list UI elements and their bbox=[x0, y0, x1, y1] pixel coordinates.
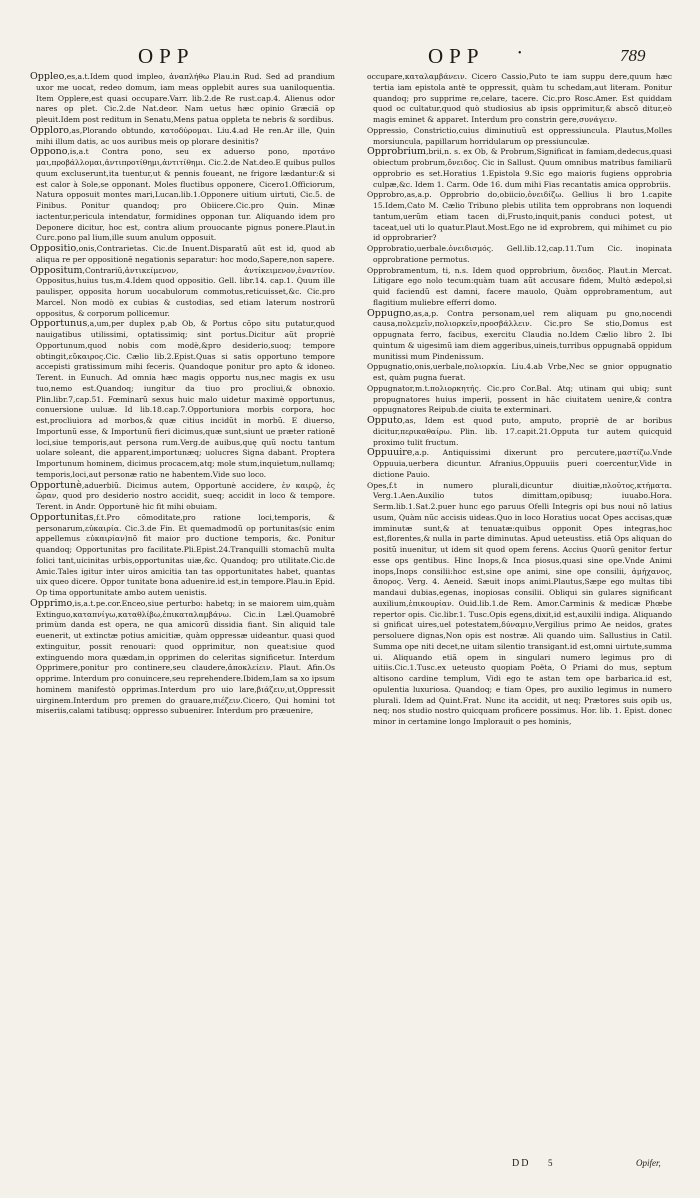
dictionary-entry bbox=[30, 126, 335, 148]
running-head bbox=[0, 44, 700, 74]
page-number: 789 bbox=[620, 46, 646, 65]
entry-text: ,brii,n. s. ex Ob, & Probrum,Significat in famiam,dedecus,quasi obiectum probrum,ὄνειδος. Cic in Sallust. Quum omnibus matribus familiarũ opprobrio es set.Horatius 1.Epistola 9.Sic ego maioris fugiens opprobria culpæ,&c. Idem 1. Carm. Ode 16. dum mihi Fias recantatis amica opprobriis. bbox=[373, 147, 672, 189]
entry-text: ,f.t.Pro cõmoditate,pro ratione loci,temporis, & personarum,εὐκαιρία. Cic.3.de Fin. Et quemadmodũ op portunitas(sic enim appellemus εὐκαιρίαν)nõ fit maior pro ductione temporis, &c. Ponitur quandoq; Opportunitas pro facilitate.Pli.Epist.24.Tranquilli stomachũ multa folici tant,uicinitas urbis,opportunitas uiæ,&c. Quandoq; pro utilitate.Cic.de Amic.Tales igitur inter uiros amicitia tan tas opportunitates habet, quantas uix queo dicere. Oppor tunitate bona aduenire.id est,in tempore.Plau.in Epid. Op tima opportunitate ambo autem uenistis. bbox=[36, 512, 335, 597]
entry-text: occupare,καταλαμβάνειν. Cicero Cassio,Puto te iam suppu dere,quum hæc tertia iam epistola antè te oppressit, quàm tu schedam,aut literam. Ponitur quandoq; pro supprime re,celare, tacere. Cic.pro Rosc.Amer. Est quiddam quod oc cultatur,quod quò studiosius ab ipsis opprimitur,& abscõ ditur,eò magis eminet & apparet. Interdum pro constrin gere,συνάγειν. bbox=[367, 72, 672, 124]
dictionary-entry bbox=[367, 244, 672, 266]
entry-headword: Opprimo bbox=[30, 597, 73, 609]
entry-text: ,onis,Contrarietas. Cic.de Inuent.Disparatũ aũt est id, quod ab aliqua re per oppositionē negationis separatur: hoc modo,Sapere,non sapere. bbox=[36, 244, 335, 264]
dictionary-entry bbox=[30, 513, 335, 599]
dictionary-entry bbox=[367, 147, 672, 190]
entry-headword: Oppugno bbox=[367, 307, 411, 319]
entry-text: ,is,a.t Contra pono, seu ex aduerso pono, προτάνο μαι,προβάλλομαι,ἀντιπροτίθημι,ἀντιτίθημι. Cic.2.de Nat.deo.E quibus pullos quum excluserunt,ita tuentur,ut & pennis foueant, ne frigore lædantur:& si est calor à Sole,se opponant. Moles fluctibus opponere, Cicero1.Officiorum, Natura opposuit montes mari,Lucan.lib.1.Opponere uitium uirtuti, Cic.5. de Finibus. Ponitur quandoq; pro Obiicere.Cic.pro Quin. Minæ iactentur,pericula intendatur, formidines opponan tur. Aliquando idem pro Deponere dicitur, hoc est, contra alium prouocante pignus ponere.Plaut.in Curc.pono pal lium,ille suum anulum opposuit. bbox=[36, 147, 335, 243]
dictionary-entry bbox=[367, 481, 672, 728]
entry-text: Oppressio, Constrictio,cuius diminutiuũ est oppressiuncula. Plautus,Molles morsiuncula, papillarum horridularum op pressiunculæ. bbox=[367, 125, 672, 146]
entry-text: ,a.p. Antiquissimi dixerunt pro percutere,μαστίζω.Vnde Oppuuia,uerbera dicuntur. Afranius,Oppuuiis pueri coercentur,Vide in dictione Pauio. bbox=[373, 448, 672, 479]
entry-headword: Opportunitas bbox=[30, 511, 94, 523]
entry-text: Opprobramentum, ti, n.s. Idem quod opprobrium, ὄνειδος. Plaut.in Mercat. Litigare ego nolo tecum:quàm tuam aũt accusare fidem, Multò ædepol,si quid faciendũ est damni, facere mauolo, Quàm opprobramentum, aut flagitium muliebre efferri domo. bbox=[367, 265, 672, 307]
catchword: Opifer, bbox=[636, 1158, 661, 1168]
left-column bbox=[30, 72, 335, 1162]
dictionary-entry bbox=[367, 126, 672, 148]
dictionary-entry bbox=[367, 384, 672, 416]
entry-text: ,as,Plorando obtundo, κατοδύρομαι. Liu.4.ad He ren.Ar ille, Quin mihi illum datis, ac uos auribus meis op plorare desinitis? bbox=[36, 125, 335, 146]
entry-headword: Oppositio bbox=[30, 243, 77, 254]
entry-text: ,as,a,p. Contra personam,uel rem aliquam pu gno,nocendi causa,πολεμεῖν,πολιορκεῖν,προσβάλλειν. Cic.pro Se stio,Domus est oppugnata ferro, facibus, exercitu Claudia no.Idem Cælio libro 2. Ibi quintum & uigesimũ iam diem aggeribus,uineis,turribus oppugnabã oppidum munitissi mum Pindenissum. bbox=[373, 308, 672, 361]
entry-headword: Opputo bbox=[367, 415, 403, 426]
entry-headword: Opportunè bbox=[30, 479, 82, 491]
dictionary-entry bbox=[30, 72, 335, 126]
entry-text: Opprobratio,uerbale.ὀνειδισμός. Gell.lib.12,cap.11.Tum Cic. inopinata opprobratione permotus. bbox=[367, 244, 672, 264]
entry-headword: Opprobrium bbox=[367, 146, 426, 158]
dictionary-entry bbox=[367, 72, 672, 126]
entry-text: Oppugnatio,onis,uerbale,πολιορκία. Liu.4.ab Vrbe,Nec se gnior oppugnatio est, quàm pugna fuerat. bbox=[367, 362, 672, 382]
dictionary-entry bbox=[30, 244, 335, 266]
dictionary-entry bbox=[30, 319, 335, 480]
entry-headword: Oppleo bbox=[30, 72, 65, 82]
running-head-dot: • bbox=[518, 48, 522, 59]
entry-text: ,es,a.t.Idem quod impleo, ἀναπλήθω Plau.in Rud. Sed ad prandium uxor me uocat, redeo domum, iam meas opplebit aures sua uaniloquentia. Item Opplere,est quasi occupare.Varr. lib.2.de Re rust.cap.4. Alienus odor nares op plet. Cic.2.de Nat.deor. Nam uetus hæc opinio Græciã op pleuit.Idem post reditum in Senatu,Mens patua oppleta te nebris & sordibus. bbox=[36, 72, 335, 124]
dictionary-entry bbox=[30, 147, 335, 244]
entry-text: ,is,a.t.pe.cor.Enceo,siue perturbo: habetq; in se maiorem uim,quàm Extinguo,καταπνίγω,καταθλίβω,ἐπικαταλαμβάνω. Cic.in Læl.Quamobrē primùm danda est opera, ne qua amicorũ dissidia fiant. Sin aliquid tale euenerit, ut extinctæ potius amicitiæ, quàm oppressæ uideantur. quasi quod extinguitur, possit renouari: quod opprimitur, non queat:siue quod extinguendo mora quædam,in opprimen do celeritas significetur. Interdum Opprimere,ponitur pro continere,seu claudere,ἀποκλείειν. Plaut. Afin.Os opprime. Interdum pro conuincere,seu reprehendere.Ibidem,Iam sa xo ipsum hominem manifestò opprimas.Interdum pro uio lare,βιάζειν,ut,Oppressit uirginem.Interdum pro premen do grauare,πιέζειν.Cicero, Qui homini tot miseriis,calami tatibusq; oppresso subuenirer. Interdum pro præuenire, bbox=[36, 598, 335, 716]
running-head-right: OPP bbox=[428, 44, 485, 68]
dictionary-entry bbox=[367, 309, 672, 363]
dictionary-entry bbox=[367, 362, 672, 384]
entry-text: ,a,um,per duplex p,ab Ob, & Portus cõpo situ putatur,quod nauigatibus utilissimi, optatissimiq; sint portus.Dicitur aũt propriè Opportunum,quod nobis com modè,&pro desiderio,suoq; tempore obtingit,εὔκαιρος.Cic. Cælio lib.2.Epist.Quas si satis opportuno tempore accepisti gratissimum mihi feceris. Quandoque ponitur pro apto & idoneo. Terent. in Eunuch. Ad omnia hæc magis opportu nus,nec magis ex usu tuo,nemo est.Quandoq; iungitur da tiuo pro procliui,& obnoxio. Plin.libr.7,cap.51. Fœminarũ sexus huic malo uidetur maximè opportunus, conuersione uuluæ. Id lib.18.cap.7.Opportuniora morbis corpora, hoc est,procliuiora ad morbos,& quæ citius incidũt in morbũ. E diuerso, Importunũ esse, & Importunũ fieri dicimus,quæ sunt,siunt ue præter rationē loci,siue temporis,aut persona rum.Verg.de auibus,quę quũ noctu tantum uolare soleant, die apparent,importunæq; uolucres Signa dabant. Proptera Importunum hominem, dicimus procacem,atq; mole stum,inquietum,nullamq; temporis,loci,aut personæ ratio ne habentem.Vide suo loco. bbox=[36, 319, 335, 479]
dictionary-entry bbox=[30, 599, 335, 717]
signature-mark: DD bbox=[512, 1158, 531, 1169]
entry-headword: Oppuuire bbox=[367, 447, 413, 459]
signature-number: 5 bbox=[548, 1158, 553, 1168]
entry-text: ,as, Idem est quod puto, amputo, propriè de ar boribus dicitur,περικαθαίρω. Plin. lib. 17.capit.21.Opputa tur autem quicquid proximo tulit fructum. bbox=[373, 416, 672, 447]
entry-text: ,Contrariũ,ἀντικείμενον, ἀντίκειμενον,ἐναντίον. Oppositus,huius tus,m.4.Idem quod oppositio. Gell. libr.14. cap.1. Quum ille paulisper, opposita horum uocabulorum commotus,reticuisset,&c. Cic.pro Marcel. Non modò ex cubias & custodias, sed etiam laterum nostrorũ oppositus, & corporum pollicemur. bbox=[36, 265, 335, 318]
dictionary-entry bbox=[367, 448, 672, 480]
entry-text: Oppugnator,m.t.πολιορκητής. Cic.pro Cor.Bal. Atq; utinam qui ubiq; sunt propugnatores huius imperii, possent in hãc ciuitatem uenire,& contra oppugnatores Reipub.de ciuita te exterminari. bbox=[367, 383, 672, 415]
entry-headword: Oppositum bbox=[30, 264, 83, 276]
text-columns bbox=[30, 72, 672, 1162]
entry-text: Opprobro,as,a.p. Opprobrio do,obiicio,ὀνειδίζω. Gellius li bro 1.capite 15.Idem,Cato M. Cælio Tribuno plebis utilita tem opprobrans non loquendi tantum,uerũm etiam tacen di,Frusto,inquit,panis conduci potest, ut taceat,uel uti lo quatur.Plaut.Most.Ego ne id exprobrem, qui mihimet cu pio id opprobrarier? bbox=[367, 190, 672, 243]
dictionary-entry bbox=[367, 190, 672, 244]
entry-headword: Oppono bbox=[30, 146, 68, 158]
right-column bbox=[367, 72, 672, 1162]
entry-headword: Opploro bbox=[30, 124, 69, 136]
dictionary-entry bbox=[367, 416, 672, 448]
entry-text: ,aduerbiũ. Dicimus autem, Opportunè accidere, ἐν καιρῷ, ἐς ὥραν, quod pro desiderio nostro accidit, sueq; accidit in loco & tempore. Terent. in Andr. Opportunè hic fit mihi obuiam. bbox=[36, 480, 335, 511]
entry-headword: Opportunus bbox=[30, 318, 88, 330]
entry-text: Opes,f.t in numero plurali,dicuntur diuitiæ,πλοῦτος,κτήματα. Verg.1.Aen.Auxilio tutos dimittam,opibusq; iuuabo.Hora. Serm.lib.1.Sat.2.puer hunc ego paruus Ofelli Integris opi bus noui nõ latius usum, Quàm nũc accisis uideas.Quo in loco Horatius uocat Opes accisas,quæ imminutæ sunt,& at tenuatæ:quibus opponit Opes integras,hoc est,florentes,& nulla in parte diminutas. Apud ueteustiss. etiã Ops aliquan do positũ inuenitur, ut idem sit quod opem ferens. Accius Quorũ genitor fertur esse ops gentibus. Hinc Inops,& Inca piosus,quasi sine ope.Vnde Animi inops,Inops consilii:hoc est,sine ope animi, sine ope consilii, ἀμήχανος, ἄπορος. Verg. 4. Aeneid. Sæuit inops animi.Plautus,Sæpe ego multas tibi mandaui dubias,egenas, inopiosas consilii. Obliqui sin gulares significant auxilium,ἐπικουρίαν. Ouid.lib.1.de Rem. Amor.Carminis & medicæ Phœbe repertor opis. Cic.libr.1. Tusc.Opis egens,dixit,id est,auxilii indiga. Aliquando si gnificat uires,uel potestatem,δύναμιν,Vergilius primo Ae neidos, grates persoluere dignas,Non opis est nostræ. Ali quando uim. Sallustius in Catil. Summa ope niti decet,ne uitam silentio transigant.id est,omni uirtute,summa ui. Aliquando etiã opem in singulari numero legimus pro di uitiis.Cic.1.Tusc.ex ueteusto quopiam Poëta, O Priami do mus, septum altisono cardine templum, Vidi ego te astan tem ope barbarica.id est, opulentia luxuriosa. Quandoq; e tiam Opes, pro auxilio legimus in numero plurali. Idem ad Quint.Frat. Nunc ita accidit, ut neq; Prætores suis opib us, neq; nos studio nostro quicquam proficere possimus. Hor. lib. 1. Epist. donec minor in certamine longo Implorauit o pes hominis, bbox=[367, 480, 672, 726]
dictionary-entry bbox=[367, 266, 672, 309]
page-footer bbox=[0, 1158, 700, 1174]
dictionary-entry bbox=[30, 266, 335, 320]
running-head-left: OPP bbox=[138, 44, 195, 68]
dictionary-entry bbox=[30, 481, 335, 513]
